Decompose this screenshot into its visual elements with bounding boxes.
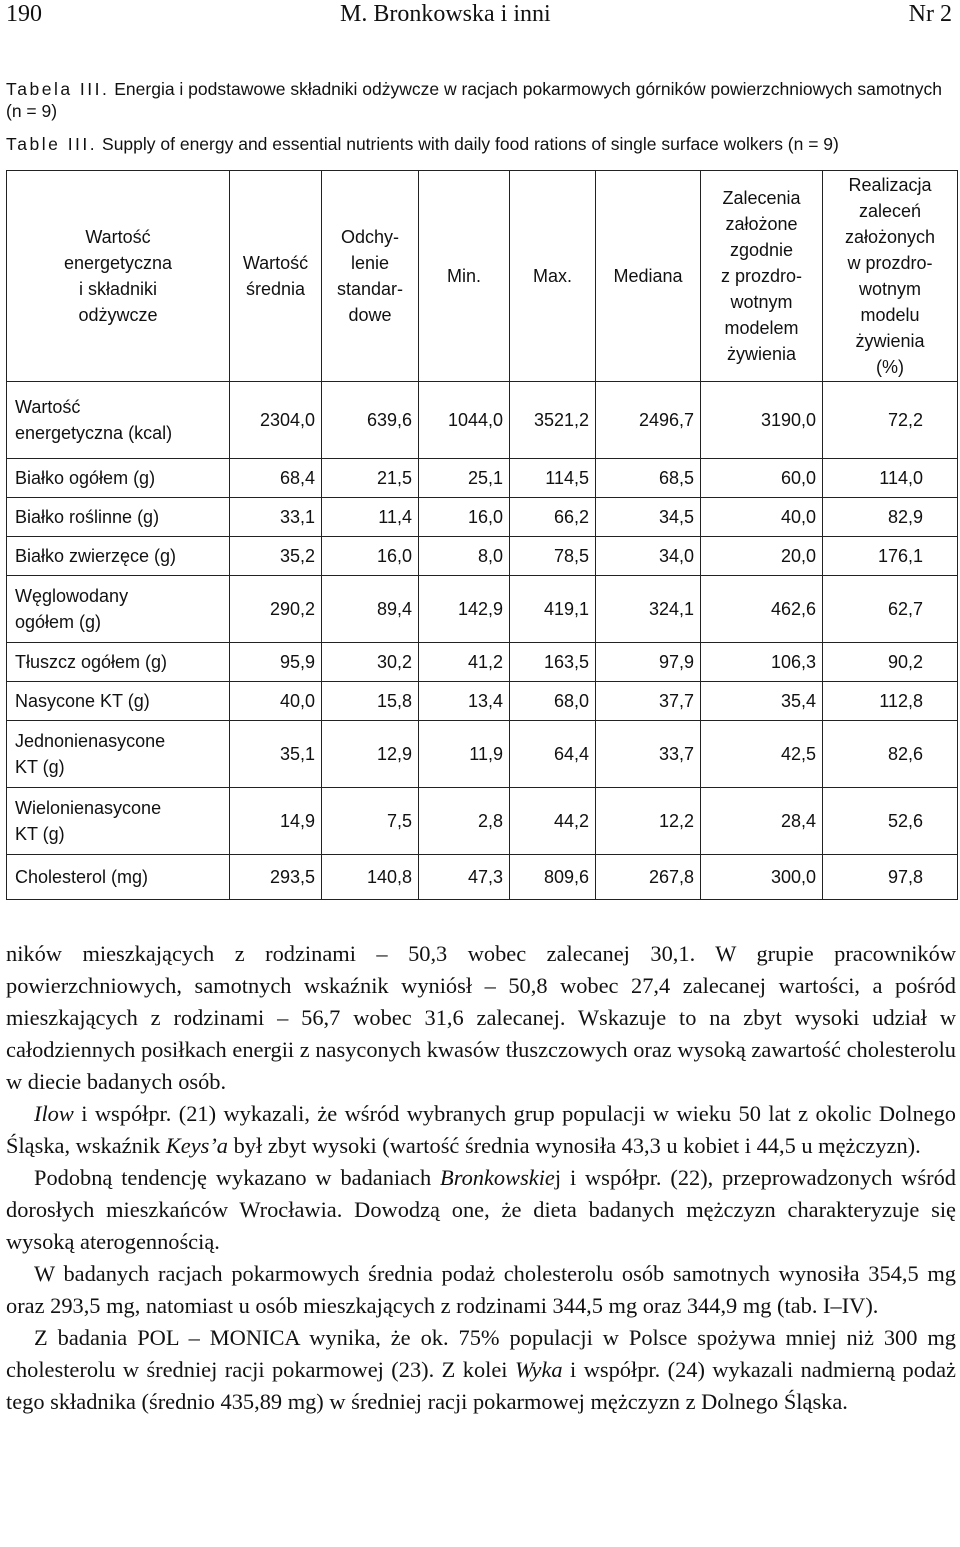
table-cell: 293,5 xyxy=(230,855,322,900)
table-cell: 66,2 xyxy=(510,498,596,537)
table-cell: 324,1 xyxy=(596,576,701,643)
column-header: Odchy- lenie standar- dowe xyxy=(322,171,419,382)
column-header: Wartość energetyczna i składniki odżywcze xyxy=(7,171,230,382)
paragraph-text: Z badania POL – MONICA wynika, że ok. 75% populacji w Polsce spożywa mniej niż 300 mg cholesterolu w średniej racji pokarmowej (23). Z kolei xyxy=(6,1325,956,1382)
row-label: Tłuszcz ogółem (g) xyxy=(7,643,230,682)
caption-text: Supply of energy and essential nutrients with daily food rations of single surface wolkers (n = 9) xyxy=(97,134,839,154)
table-cell: 40,0 xyxy=(701,498,823,537)
table-cell: 163,5 xyxy=(510,643,596,682)
table-row xyxy=(7,382,958,459)
column-header: Zalecenia założone zgodnie z prozdro- wotnym modelem żywienia xyxy=(701,171,823,382)
page-number: 190 xyxy=(6,1,42,27)
column-header: Realizacja zaleceń założonych w prozdro- wotnym modelu żywienia (%) xyxy=(823,171,958,382)
table-cell: 15,8 xyxy=(322,682,419,721)
table-row xyxy=(7,537,958,576)
table-cell: 112,8 xyxy=(823,682,958,721)
table-cell: 60,0 xyxy=(701,459,823,498)
table-cell: 267,8 xyxy=(596,855,701,900)
row-label: Białko zwierzęce (g) xyxy=(7,537,230,576)
table-cell: 37,7 xyxy=(596,682,701,721)
table-cell: 20,0 xyxy=(701,537,823,576)
table-cell: 28,4 xyxy=(701,788,823,855)
table-cell: 47,3 xyxy=(419,855,510,900)
table-row xyxy=(7,682,958,721)
table-cell: 34,0 xyxy=(596,537,701,576)
table-cell: 11,4 xyxy=(322,498,419,537)
table-cell: 8,0 xyxy=(419,537,510,576)
paragraph-text: i współpr. (21) wykazali, że wśród wybranych grup populacji w wieku 50 lat z okolic Dolnego Śląska, wskaźnik xyxy=(6,1101,956,1158)
table-row xyxy=(7,855,958,900)
author-name: Wyka xyxy=(514,1357,563,1382)
table-cell: 78,5 xyxy=(510,537,596,576)
table-cell: 176,1 xyxy=(823,537,958,576)
table-cell: 140,8 xyxy=(322,855,419,900)
table-cell: 90,2 xyxy=(823,643,958,682)
table-caption-english xyxy=(6,133,956,155)
body-text xyxy=(6,938,956,1418)
table-cell: 13,4 xyxy=(419,682,510,721)
table-cell: 52,6 xyxy=(823,788,958,855)
table-cell: 72,2 xyxy=(823,382,958,459)
table-cell: 68,4 xyxy=(230,459,322,498)
caption-text: Energia i podstawowe składniki odżywcze w racjach pokarmowych górników powierzchniowych samotnych (n = 9) xyxy=(6,79,942,121)
table-cell: 12,9 xyxy=(322,721,419,788)
table-cell: 68,0 xyxy=(510,682,596,721)
table-row xyxy=(7,498,958,537)
paragraph xyxy=(6,1098,956,1162)
table-cell: 21,5 xyxy=(322,459,419,498)
paragraph xyxy=(6,1162,956,1258)
table-cell: 30,2 xyxy=(322,643,419,682)
paragraph xyxy=(6,1322,956,1418)
table-cell: 33,1 xyxy=(230,498,322,537)
table-cell: 12,2 xyxy=(596,788,701,855)
row-label: Jednonienasycone KT (g) xyxy=(7,721,230,788)
table-cell: 35,2 xyxy=(230,537,322,576)
table-cell: 142,9 xyxy=(419,576,510,643)
caption-label: Tabela III. xyxy=(6,79,110,99)
table-cell: 68,5 xyxy=(596,459,701,498)
table-row xyxy=(7,576,958,643)
table-cell: 114,5 xyxy=(510,459,596,498)
table-cell: 42,5 xyxy=(701,721,823,788)
table-cell: 35,1 xyxy=(230,721,322,788)
column-header: Max. xyxy=(510,171,596,382)
row-label: Węglowodany ogółem (g) xyxy=(7,576,230,643)
table-cell: 34,5 xyxy=(596,498,701,537)
table-row xyxy=(7,788,958,855)
table-cell: 16,0 xyxy=(419,498,510,537)
paragraph-text: i współpr. (24) wykazali nadmierną podaż tego składnika (średnio 435,89 mg) w średniej racji pokarmowej mężczyzn z Dolnego Śląska. xyxy=(6,1357,956,1414)
table-cell: 40,0 xyxy=(230,682,322,721)
table-cell: 419,1 xyxy=(510,576,596,643)
table-cell: 16,0 xyxy=(322,537,419,576)
table-cell: 33,7 xyxy=(596,721,701,788)
column-header: Min. xyxy=(419,171,510,382)
table-cell: 97,9 xyxy=(596,643,701,682)
row-label: Białko roślinne (g) xyxy=(7,498,230,537)
table-cell: 3521,2 xyxy=(510,382,596,459)
table-cell: 106,3 xyxy=(701,643,823,682)
table-cell: 62,7 xyxy=(823,576,958,643)
row-label: Cholesterol (mg) xyxy=(7,855,230,900)
table-cell: 2304,0 xyxy=(230,382,322,459)
table-cell: 64,4 xyxy=(510,721,596,788)
table-cell: 290,2 xyxy=(230,576,322,643)
paragraph-text: j i współpr. (22), przeprowadzonych wśród dorosłych mieszkańców Wrocławia. Dowodzą one, że dieta badanych mężczyzn charakteryzuje się wysoką aterogennością. xyxy=(6,1165,957,1254)
row-label: Wartość energetyczna (kcal) xyxy=(7,382,230,459)
table-row xyxy=(7,459,958,498)
table-cell: 82,6 xyxy=(823,721,958,788)
table-cell: 41,2 xyxy=(419,643,510,682)
table-row xyxy=(7,721,958,788)
paragraph: W badanych racjach pokarmowych średnia podaż cholesterolu osób samotnych wynosiła 354,5 mg oraz 293,5 mg, natomiast u osób mieszkających z rodzinami 344,5 mg oraz 344,9 mg (tab. I–IV). xyxy=(6,1261,956,1318)
table-caption-polish xyxy=(6,78,956,122)
table-row xyxy=(7,643,958,682)
table-cell: 14,9 xyxy=(230,788,322,855)
table-cell: 35,4 xyxy=(701,682,823,721)
table-cell: 1044,0 xyxy=(419,382,510,459)
table-cell: 2496,7 xyxy=(596,382,701,459)
paragraph-text: był zbyt wysoki (wartość średnia wynosiła 43,3 u kobiet i 44,5 u mężczyzn). xyxy=(228,1133,921,1158)
page-header xyxy=(0,0,960,32)
column-header: Mediana xyxy=(596,171,701,382)
nutrient-table xyxy=(6,170,958,900)
paragraph-text: Podobną tendencję wykazano w badaniach xyxy=(34,1165,441,1190)
row-label: Nasycone KT (g) xyxy=(7,682,230,721)
issue-number: Nr 2 xyxy=(908,1,952,27)
index-name: Keys’a xyxy=(165,1133,229,1158)
column-header: Wartość średnia xyxy=(230,171,322,382)
table-cell: 44,2 xyxy=(510,788,596,855)
table-cell: 639,6 xyxy=(322,382,419,459)
table-cell: 25,1 xyxy=(419,459,510,498)
table-cell: 809,6 xyxy=(510,855,596,900)
table-cell: 95,9 xyxy=(230,643,322,682)
paragraph: ników mieszkających z rodzinami – 50,3 wobec zalecanej 30,1. W grupie pracowników powierzchniowych, samotnych wskaźnik wyniósł – 50,8 wobec 27,4 zalecanej wartości, a pośród mieszkających z rodzinami – 56,7 wobec 31,6 zalecanej. Wskazuje to na zbyt wysoki udział w całodziennych posiłkach energii z nasyconych kwasów tłuszczowych oraz wysoką zawartość cholesterolu w diecie badanych osób. xyxy=(6,941,956,1094)
author-name: Bronkowskie xyxy=(440,1165,555,1190)
table-cell: 462,6 xyxy=(701,576,823,643)
running-title: M. Bronkowska i inni xyxy=(340,1,551,27)
table-cell: 82,9 xyxy=(823,498,958,537)
caption-label: Table III. xyxy=(6,134,98,154)
row-label: Wielonienasycone KT (g) xyxy=(7,788,230,855)
author-name: Ilow xyxy=(34,1101,74,1126)
table-header-row xyxy=(7,171,958,382)
table-cell: 11,9 xyxy=(419,721,510,788)
table-cell: 300,0 xyxy=(701,855,823,900)
table-cell: 7,5 xyxy=(322,788,419,855)
table-cell: 2,8 xyxy=(419,788,510,855)
table-cell: 3190,0 xyxy=(701,382,823,459)
table-cell: 114,0 xyxy=(823,459,958,498)
table-cell: 97,8 xyxy=(823,855,958,900)
table-cell: 89,4 xyxy=(322,576,419,643)
row-label: Białko ogółem (g) xyxy=(7,459,230,498)
